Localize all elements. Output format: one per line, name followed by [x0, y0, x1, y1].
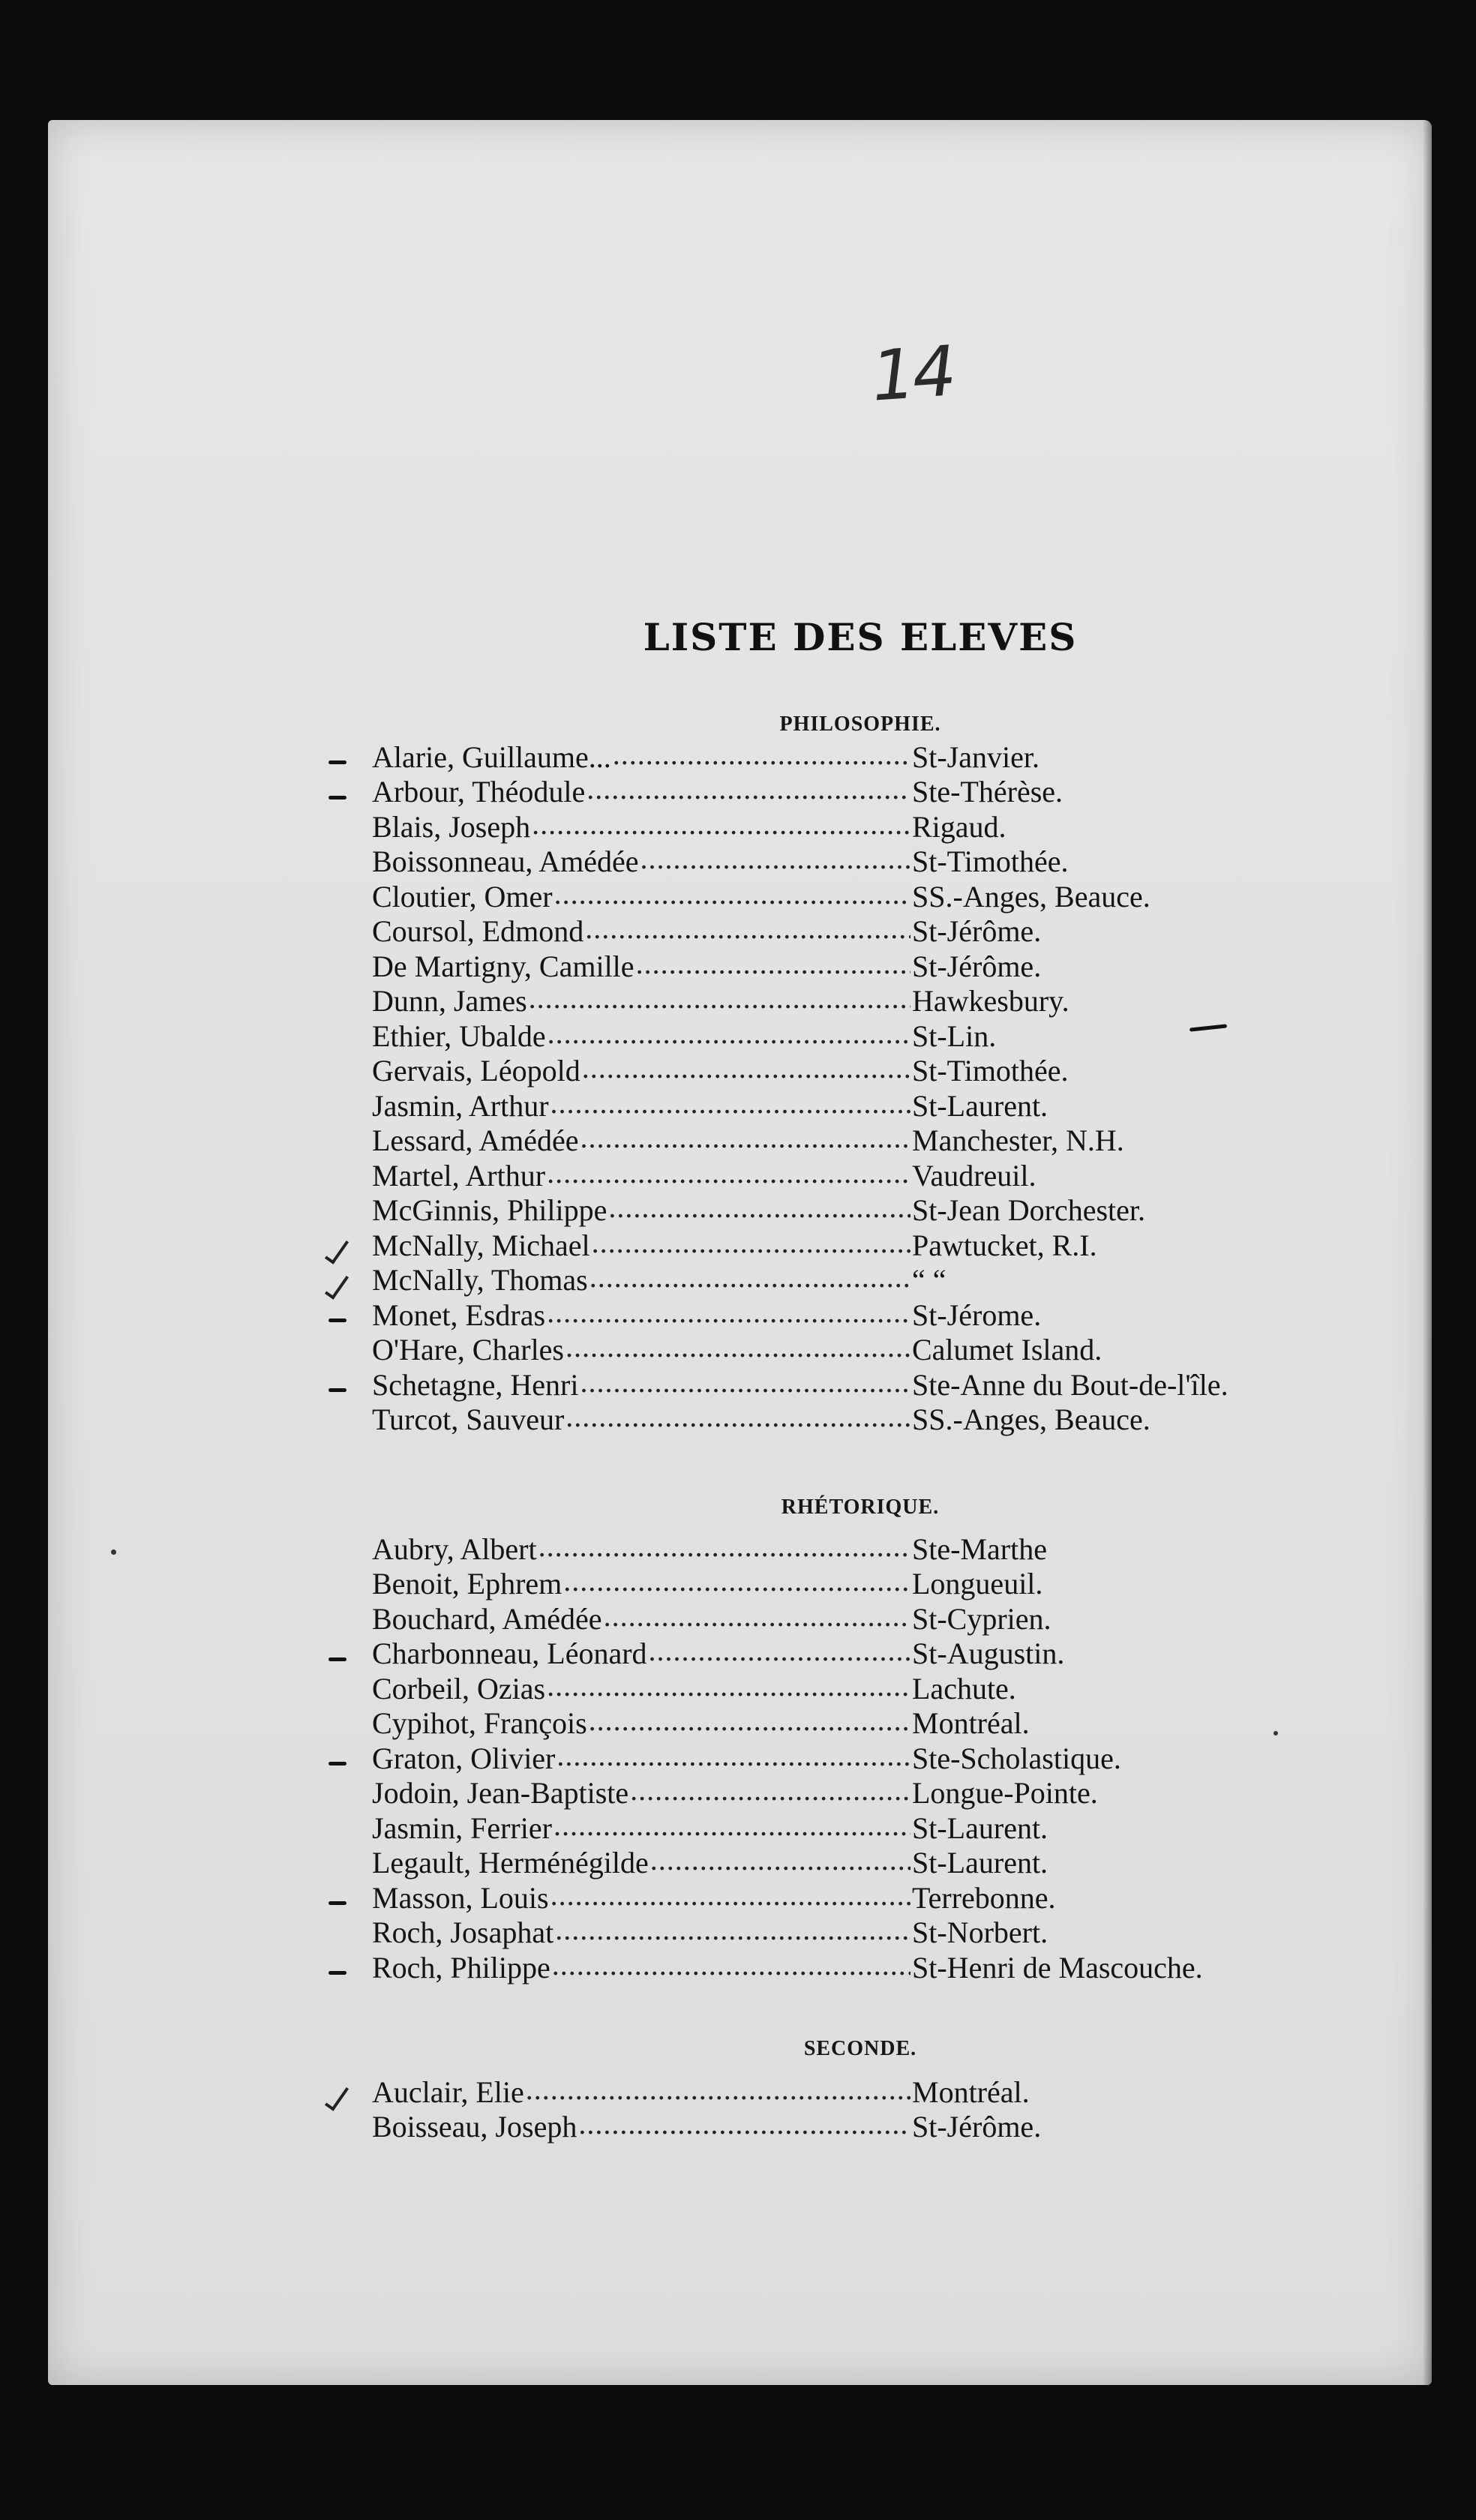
- student-entry: [372, 1402, 1407, 1438]
- dot-leader: [613, 736, 910, 772]
- dot-leader: [636, 946, 910, 981]
- dash-mark-icon: [326, 1642, 348, 1672]
- student-entry: [372, 1950, 1407, 1985]
- dot-leader: [589, 1702, 910, 1738]
- student-hometown: St-Henri de Mascouche.: [912, 1950, 1203, 1984]
- student-entry: [372, 809, 1407, 844]
- dot-leader: [586, 771, 910, 806]
- section-list-philosophie: [372, 740, 1407, 1437]
- section-heading-philosophie: PHILOSOPHIE.: [779, 712, 941, 736]
- student-hometown: “ “: [912, 1263, 946, 1297]
- student-entry: [372, 1567, 1407, 1602]
- student-entry: [372, 1671, 1407, 1706]
- student-entry: [372, 879, 1407, 914]
- check-mark-icon: [326, 1269, 348, 1299]
- student-entry: [372, 1263, 1407, 1298]
- student-name: Martel, Arthur: [372, 1158, 546, 1192]
- student-hometown: St-Cyprien.: [912, 1601, 1052, 1636]
- student-hometown: Ste-Scholastique.: [912, 1741, 1121, 1775]
- dot-leader: [538, 1528, 910, 1564]
- student-entry: [372, 1054, 1407, 1089]
- dot-leader: [580, 1120, 910, 1155]
- student-entry: [372, 1532, 1407, 1567]
- dot-leader: [552, 1947, 910, 1982]
- dot-leader: [590, 1259, 910, 1294]
- student-entry: [372, 949, 1407, 984]
- dot-leader: [547, 1668, 910, 1703]
- student-entry: [372, 2110, 1407, 2145]
- section-heading-seconde: SECONDE.: [803, 2037, 917, 2060]
- student-entry: [372, 914, 1407, 950]
- student-hometown: Ste-Anne du Bout-de-l'île.: [912, 1367, 1228, 1402]
- student-hometown: Longue-Pointe.: [912, 1776, 1098, 1810]
- student-entry: [372, 1636, 1407, 1672]
- student-hometown: St-Norbert.: [912, 1916, 1048, 1949]
- student-entry: [372, 1228, 1407, 1263]
- student-hometown: Calumet Island.: [912, 1333, 1102, 1366]
- student-entry: [372, 740, 1407, 775]
- dot-leader: [566, 1399, 910, 1434]
- dot-leader: [578, 2106, 910, 2141]
- dot-leader: [630, 1772, 910, 1808]
- dot-leader: [563, 1563, 910, 1598]
- student-hometown: Ste-Thérèse.: [912, 775, 1064, 808]
- student-entry: [372, 984, 1407, 1019]
- dot-leader: [548, 1016, 910, 1051]
- student-name: Blais, Joseph: [372, 809, 531, 844]
- student-entry: [372, 1916, 1407, 1951]
- dot-leader: [649, 1633, 910, 1668]
- student-name: McNally, Thomas: [372, 1263, 588, 1297]
- dash-mark-icon: [326, 1886, 348, 1916]
- student-name: Turcot, Sauveur: [372, 1402, 565, 1436]
- student-hometown: Manchester, N.H.: [912, 1124, 1124, 1157]
- student-entry: [372, 1333, 1407, 1368]
- student-name: Ethier, Ubalde: [372, 1018, 546, 1053]
- student-entry: [372, 1880, 1407, 1916]
- dash-mark-icon: [326, 1304, 348, 1334]
- check-mark-icon: [326, 1234, 348, 1264]
- student-name: Bouchard, Amédée: [372, 1601, 602, 1636]
- student-hometown: St-Laurent.: [912, 1846, 1048, 1880]
- dot-leader: [529, 980, 910, 1016]
- page-title: LISTE DES ELEVES: [643, 615, 1078, 659]
- student-entry: [372, 2074, 1407, 2110]
- dash-mark-icon: [326, 746, 348, 776]
- dash-mark-icon: [326, 781, 348, 811]
- student-name: Cloutier, Omer: [372, 879, 553, 914]
- student-entry: [372, 1088, 1407, 1124]
- student-hometown: Ste-Marthe: [912, 1532, 1047, 1566]
- section-list-seconde: [372, 2074, 1407, 2144]
- student-name: Jasmin, Arthur: [372, 1088, 549, 1123]
- dot-leader: [526, 2072, 910, 2107]
- student-entry: [372, 1018, 1407, 1054]
- student-entry: [372, 1158, 1407, 1193]
- student-name: Roch, Philippe: [372, 1950, 550, 1984]
- student-hometown: Vaudreuil.: [912, 1158, 1036, 1192]
- student-hometown: Lachute.: [912, 1671, 1016, 1706]
- student-entry: [372, 1776, 1407, 1811]
- dash-mark-icon: [326, 1956, 348, 1986]
- student-entry: [372, 1298, 1407, 1333]
- student-entry: [372, 1810, 1407, 1846]
- student-name: Roch, Josaphat: [372, 1916, 554, 1949]
- student-name: Cypihot, François: [372, 1706, 587, 1740]
- student-name: Boisseau, Joseph: [372, 2110, 578, 2144]
- dot-leader: [550, 1877, 910, 1912]
- student-name: Gervais, Léopold: [372, 1054, 580, 1088]
- student-name: McNally, Michael: [372, 1228, 590, 1262]
- paper-speck: [111, 1550, 116, 1555]
- student-hometown: Terrebonne.: [912, 1880, 1056, 1915]
- student-name: Jasmin, Ferrier: [372, 1810, 552, 1845]
- paper-speck: [1274, 1731, 1278, 1736]
- dot-leader: [566, 1329, 910, 1364]
- student-entry: [372, 1706, 1407, 1742]
- student-entry: [372, 1601, 1407, 1636]
- student-name: Monet, Esdras: [372, 1298, 546, 1332]
- student-name: Coursol, Edmond: [372, 914, 584, 948]
- scanned-page: [48, 120, 1432, 2385]
- dot-leader: [556, 1738, 910, 1773]
- dot-leader: [554, 1808, 910, 1843]
- student-hometown: St-Lin.: [912, 1018, 997, 1053]
- student-hometown: St-Augustin.: [912, 1636, 1065, 1670]
- student-hometown: St-Jérôme.: [912, 949, 1042, 983]
- student-name: McGinnis, Philippe: [372, 1193, 608, 1227]
- section-list-rhetorique: [372, 1532, 1407, 1985]
- student-name: Graton, Olivier: [372, 1741, 556, 1775]
- student-name: Arbour, Théodule: [372, 775, 586, 808]
- student-hometown: St-Laurent.: [912, 1088, 1048, 1123]
- dot-leader: [592, 1225, 910, 1260]
- student-name: Jodoin, Jean-Baptiste: [372, 1776, 629, 1810]
- dot-leader: [585, 910, 910, 946]
- student-hometown: St-Jérôme.: [912, 2110, 1042, 2144]
- student-name: Dunn, James: [372, 984, 527, 1018]
- student-entry: [372, 1741, 1407, 1776]
- dot-leader: [547, 1294, 910, 1330]
- student-name: Aubry, Albert: [372, 1532, 537, 1566]
- dot-leader: [550, 1085, 910, 1120]
- student-name: O'Hare, Charles: [372, 1333, 564, 1366]
- student-hometown: St-Laurent.: [912, 1810, 1048, 1845]
- student-hometown: Montréal.: [912, 2074, 1030, 2109]
- student-hometown: Montréal.: [912, 1706, 1030, 1740]
- check-mark-icon: [326, 2080, 348, 2110]
- dash-mark-icon: [326, 1747, 348, 1777]
- student-hometown: SS.-Anges, Beauce.: [912, 879, 1150, 914]
- student-name: Benoit, Ephrem: [372, 1567, 562, 1600]
- student-name: Legault, Herménégilde: [372, 1846, 649, 1880]
- dot-leader: [650, 1842, 910, 1877]
- dot-leader: [532, 806, 910, 842]
- student-hometown: Pawtucket, R.I.: [912, 1228, 1097, 1262]
- student-hometown: Rigaud.: [912, 809, 1006, 844]
- student-hometown: St-Jérôme.: [912, 914, 1042, 948]
- student-name: De Martigny, Camille: [372, 949, 634, 983]
- student-name: Schetagne, Henri: [372, 1367, 579, 1402]
- student-entry: [372, 1846, 1407, 1881]
- dash-mark-icon: [326, 1373, 348, 1403]
- student-entry: [372, 844, 1407, 880]
- handwritten-page-number: 14: [868, 331, 956, 417]
- student-name: Corbeil, Ozias: [372, 1671, 546, 1706]
- dot-leader: [555, 1912, 910, 1947]
- dot-leader: [554, 876, 910, 911]
- student-name: Masson, Louis: [372, 1880, 549, 1915]
- student-name: Lessard, Amédée: [372, 1124, 579, 1157]
- student-entry: [372, 1124, 1407, 1159]
- student-name: Alarie, Guillaume...: [372, 740, 611, 774]
- student-name: Auclair, Elie: [372, 2074, 524, 2109]
- student-hometown: St-Janvier.: [912, 740, 1040, 774]
- student-entry: [372, 1193, 1407, 1228]
- student-entry: [372, 1367, 1407, 1402]
- dot-leader: [640, 841, 911, 876]
- student-hometown: SS.-Anges, Beauce.: [912, 1402, 1150, 1436]
- student-hometown: St-Timothée.: [912, 1054, 1069, 1088]
- dot-leader: [608, 1190, 910, 1225]
- dot-leader: [604, 1598, 910, 1634]
- student-name: Boissonneau, Amédée: [372, 844, 639, 878]
- student-hometown: Hawkesbury.: [912, 984, 1070, 1018]
- student-hometown: St-Jérome.: [912, 1298, 1042, 1332]
- student-entry: [372, 775, 1407, 810]
- student-hometown: St-Timothée.: [912, 844, 1069, 878]
- section-heading-rhetorique: RHÉTORIQUE.: [781, 1496, 940, 1519]
- dot-leader: [547, 1155, 910, 1190]
- student-name: Charbonneau, Léonard: [372, 1636, 647, 1670]
- dot-leader: [580, 1364, 910, 1400]
- student-hometown: St-Jean Dorchester.: [912, 1193, 1146, 1227]
- dot-leader: [582, 1050, 910, 1085]
- student-hometown: Longueuil.: [912, 1567, 1043, 1600]
